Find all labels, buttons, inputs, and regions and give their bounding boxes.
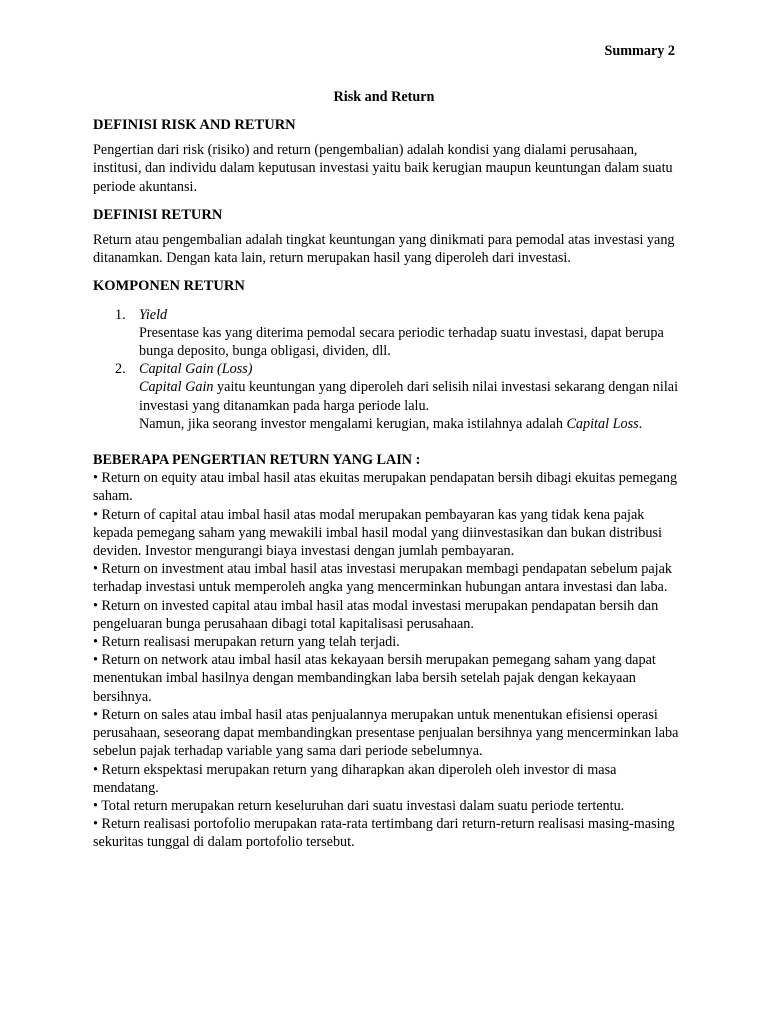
- bullet-item: • Return of capital atau imbal hasil atas modal merupakan pembayaran kas yang tidak kena pajak kepada pemegang saham yang mewakili imbal hasil modal yang diinvestasikan dan bukan distribusi deviden. Investor mengurangi biaya investasi dengan jumlah pembayaran.: [93, 506, 662, 560]
- numbered-list: [93, 306, 679, 433]
- item-note-text: Namun, jika seorang investor mengalami kerugian, maka istilahnya adalah: [139, 415, 567, 432]
- item-title: Capital Gain (Loss): [139, 361, 253, 378]
- summary-label: Summary 2: [604, 43, 675, 59]
- bullet-item: • Return on equity atau imbal hasil atas ekuitas merupakan pendapatan bersih dibagi ekuitas pemegang saham.: [93, 470, 678, 505]
- bullet-item: • Total return merupakan return keseluruhan dari suatu investasi dalam suatu periode tertentu.: [93, 797, 625, 814]
- item-title: Yield: [139, 306, 168, 323]
- bullet-item: • Return on network atau imbal hasil atas kekayaan bersih merupakan pemegang saham yang dapat menentukan imbal hasilnya dengan membandingkan laba bersih setelah pajak dengan kekayaan bersihnya.: [93, 652, 656, 705]
- bullet-item: • Return realisasi portofolio merupakan rata-rata tertimbang dari return-return realisasi masing-masing sekuritas tunggal di dalam portofolio tersebut.: [93, 816, 675, 851]
- section-heading: KOMPONEN RETURN: [93, 278, 245, 295]
- bullet-item: • Return ekspektasi merupakan return yang diharapkan akan diperoleh oleh investor di masa mendatang.: [93, 761, 617, 796]
- section-beberapa-pengertian: [93, 451, 679, 851]
- bullet-item: • Return on investment atau imbal hasil atas investasi merupakan membagi pendapatan sebelum pajak terhadap investasi untuk memperoleh angka yang mencerminkan hubungan antara investasi dan laba.: [93, 561, 672, 596]
- item-note-term: Capital Loss: [566, 415, 639, 432]
- section-definisi-return: [93, 206, 679, 268]
- paragraph: Return atau pengembalian adalah tingkat keuntungan yang dinikmati para pemodal atas investasi yang ditanamkan. Dengan kata lain, return merupakan hasil yang diperoleh dari investasi.: [93, 232, 675, 267]
- paragraph: Pengertian dari risk (risiko) and return (pengembalian) adalah kondisi yang dialami perusahaan, institusi, dan individu dalam keputusan investasi yaitu baik kerugian maupun keuntungan dalam suatu periode akuntansi.: [93, 142, 673, 195]
- item-term: Capital Gain: [139, 379, 214, 396]
- section-komponen-return: [93, 277, 679, 433]
- item-description: Presentase kas yang diterima pemodal secara periodic terhadap suatu investasi, dapat berupa bunga deposito, bunga obligasi, dividen, dll.: [139, 324, 664, 360]
- item-number: 2.: [115, 361, 126, 378]
- item-note-end: .: [638, 415, 643, 432]
- bullet-item: • Return realisasi merupakan return yang telah terjadi.: [93, 634, 400, 651]
- item-description: [139, 378, 679, 414]
- bullet-item: • Return on sales atau imbal hasil atas penjualannya merupakan untuk menentukan efisiensi operasi perusahaan, seseorang dapat membandingkan presentase penjualan bersihnya yang mencerminkan laba sebelun pajak terhadap variable yang sama dari periode sebelumnya.: [93, 706, 679, 760]
- section-heading: DEFINISI RETURN: [93, 206, 223, 223]
- item-number: 1.: [115, 306, 126, 323]
- section-heading: BEBERAPA PENGERTIAN RETURN YANG LAIN :: [93, 452, 421, 469]
- item-note: [139, 415, 679, 433]
- page-title: Risk and Return: [333, 89, 435, 105]
- section-definisi-risk-return: [93, 116, 679, 196]
- spacer: [93, 433, 679, 451]
- list-item: [93, 306, 679, 361]
- list-item: [93, 360, 679, 433]
- section-heading: DEFINISI RISK AND RETURN: [93, 117, 296, 133]
- item-description-text: yaitu keuntungan yang diperoleh dari selisih nilai investasi sekarang dengan nilai investasi yang ditanamkan pada harga periode lalu.: [139, 379, 679, 414]
- document-body: [93, 116, 679, 852]
- bullet-item: • Return on invested capital atau imbal hasil atas modal investasi merupakan pendapatan bersih dan pengeluaran bunga perusahaan dibagi total kapitalisasi perusahaan.: [93, 597, 659, 632]
